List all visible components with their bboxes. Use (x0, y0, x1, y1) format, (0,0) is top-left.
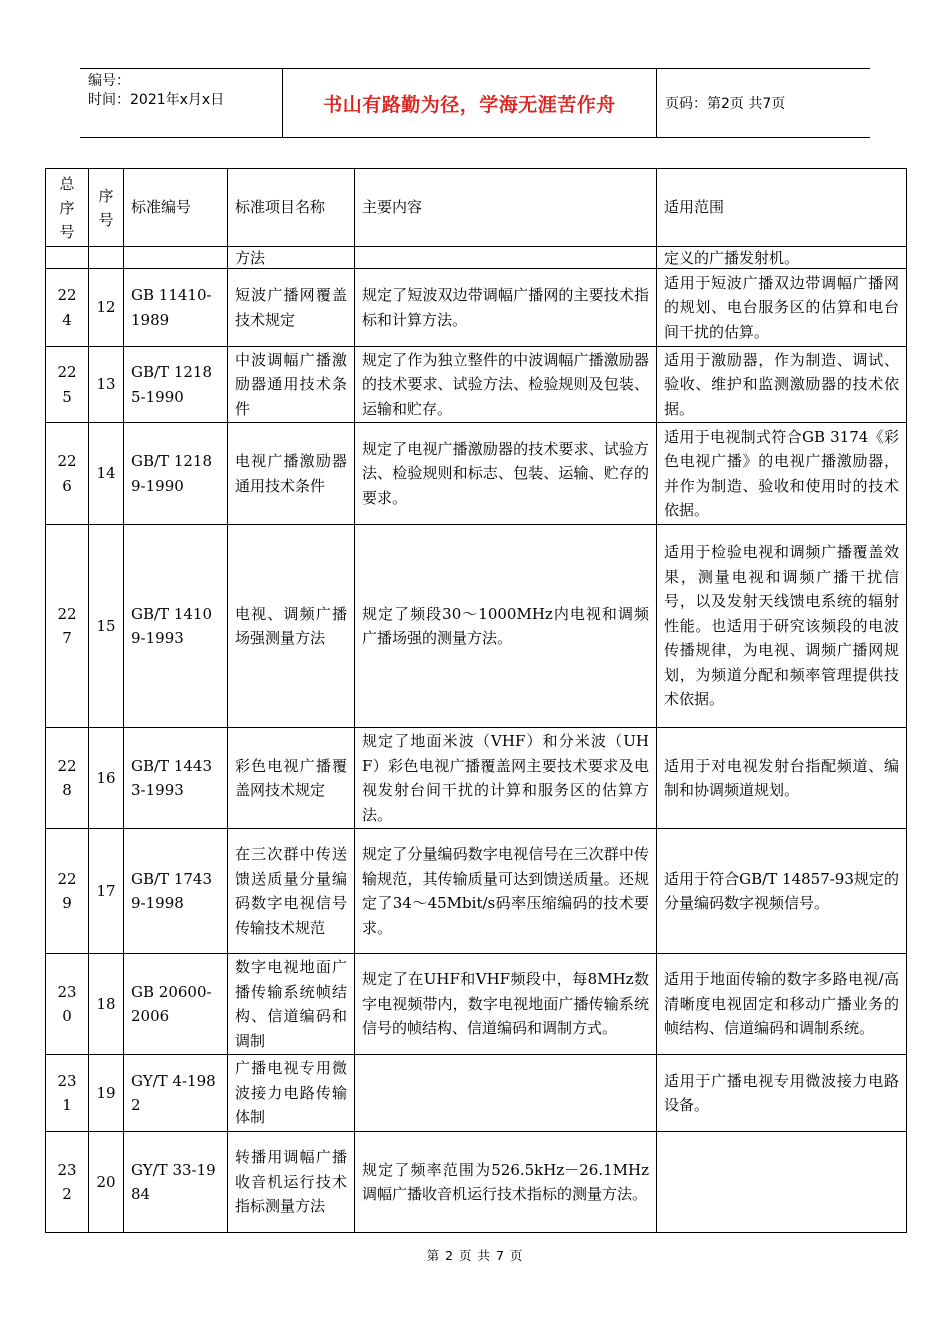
cell-main-content (355, 1055, 657, 1132)
cell-main-content: 规定了在UHF和VHF频段中，每8MHz数字电视频带内，数字电视地面广播传输系统信号的帧结构、信道编码和调制方式。 (355, 954, 657, 1055)
cell-scope: 适用于检验电视和调频广播覆盖效果，测量电视和调频广播干扰信号，以及发射天线馈电系统的辐射性能。也适用于研究该频段的电波传播规律，为电视、调频广播网规划，为频道分配和频率管理提供技术依据。 (657, 525, 907, 728)
cell-seq-no: 20 (89, 1132, 124, 1233)
cell-scope: 定义的广播发射机。 (657, 247, 907, 269)
cell-seq-no: 13 (89, 347, 124, 423)
cell-standard-code: GB/T 12189-1990 (124, 423, 228, 525)
cell-main-content: 规定了短波双边带调幅广播网的主要技术指标和计算方法。 (355, 269, 657, 347)
cell-seq-no: 15 (89, 525, 124, 728)
cell-total-no (46, 247, 89, 269)
cell-total-no: 231 (46, 1055, 89, 1132)
cell-standard-name: 短波广播网覆盖技术规定 (228, 269, 355, 347)
cell-main-content: 规定了频段30～1000MHz内电视和调频广播场强的测量方法。 (355, 525, 657, 728)
cell-standard-name: 数字电视地面广播传输系统帧结构、信道编码和调制 (228, 954, 355, 1055)
cell-standard-code: GY/T 33-1984 (124, 1132, 228, 1233)
cell-standard-code (124, 247, 228, 269)
cell-total-no: 227 (46, 525, 89, 728)
cell-seq-no: 12 (89, 269, 124, 347)
standards-table (45, 168, 907, 1233)
header-meta (80, 69, 282, 137)
cell-scope: 适用于广播电视专用微波接力电路设备。 (657, 1055, 907, 1132)
col-header-seq: 序 号 (89, 169, 124, 247)
cell-standard-name: 电视、调频广播场强测量方法 (228, 525, 355, 728)
cell-standard-code: GB/T 12185-1990 (124, 347, 228, 423)
cell-standard-name: 方法 (228, 247, 355, 269)
cell-scope (657, 1132, 907, 1233)
page-header (80, 68, 870, 138)
table-row (46, 728, 907, 829)
cell-standard-code: GB 20600-2006 (124, 954, 228, 1055)
cell-main-content: 规定了电视广播激励器的技术要求、试验方法、检验规则和标志、包装、运输、贮存的要求。 (355, 423, 657, 525)
cell-total-no: 228 (46, 728, 89, 829)
table-row (46, 525, 907, 728)
cell-seq-no: 19 (89, 1055, 124, 1132)
cell-main-content: 规定了频率范围为526.5kHz－26.1MHz调幅广播收音机运行技术指标的测量方法。 (355, 1132, 657, 1233)
cell-standard-code: GB/T 14109-1993 (124, 525, 228, 728)
cell-seq-no: 14 (89, 423, 124, 525)
cell-scope: 适用于短波广播双边带调幅广播网的规划、电台服务区的估算和电台间干扰的估算。 (657, 269, 907, 347)
header-page-label: 页码：第2页 共7页 (665, 96, 786, 112)
header-motto: 书山有路勤为径，学海无涯苦作舟 (282, 69, 657, 137)
header-code-label: 编号： (88, 73, 130, 89)
cell-main-content (355, 247, 657, 269)
table-row (46, 347, 907, 423)
cell-seq-no: 17 (89, 829, 124, 954)
cell-standard-name: 转播用调幅广播收音机运行技术指标测量方法 (228, 1132, 355, 1233)
cell-scope: 适用于地面传输的数字多路电视/高清晰度电视固定和移动广播业务的帧结构、信道编码和调制系统。 (657, 954, 907, 1055)
col-header-name: 标准项目名称 (228, 169, 355, 247)
cell-scope: 适用于激励器，作为制造、调试、验收、维护和监测激励器的技术依据。 (657, 347, 907, 423)
table-row (46, 1055, 907, 1132)
cell-standard-name: 广播电视专用微波接力电路传输体制 (228, 1055, 355, 1132)
cell-scope: 适用于电视制式符合GB 3174《彩色电视广播》的电视广播激励器，并作为制造、验收和使用时的技术依据。 (657, 423, 907, 525)
cell-seq-no: 18 (89, 954, 124, 1055)
col-header-code: 标准编号 (124, 169, 228, 247)
col-header-scope: 适用范围 (657, 169, 907, 247)
table-row (46, 1132, 907, 1233)
cell-total-no: 224 (46, 269, 89, 347)
cell-total-no: 229 (46, 829, 89, 954)
cell-total-no: 232 (46, 1132, 89, 1233)
cell-standard-name: 中波调幅广播激励器通用技术条件 (228, 347, 355, 423)
cell-total-no: 225 (46, 347, 89, 423)
cell-total-no: 230 (46, 954, 89, 1055)
cell-seq-no: 16 (89, 728, 124, 829)
col-header-total: 总 序 号 (46, 169, 89, 247)
cell-scope: 适用于符合GB/T 14857-93规定的分量编码数字视频信号。 (657, 829, 907, 954)
table-row (46, 954, 907, 1055)
cell-main-content: 规定了作为独立整件的中波调幅广播激励器的技术要求、试验方法、检验规则及包装、运输和贮存。 (355, 347, 657, 423)
cell-standard-code: GB 11410-1989 (124, 269, 228, 347)
page-footer: 第 2 页 共 7 页 (426, 1248, 524, 1263)
header-time-label: 时间：2021年x月x日 (88, 92, 225, 108)
table-row (46, 829, 907, 954)
cell-standard-code: GB/T 14433-1993 (124, 728, 228, 829)
col-header-content: 主要内容 (355, 169, 657, 247)
cell-main-content: 规定了地面米波（VHF）和分米波（UHF）彩色电视广播覆盖网主要技术要求及电视发射台间干扰的计算和服务区的估算方法。 (355, 728, 657, 829)
table-row (46, 423, 907, 525)
table-header-row (46, 169, 907, 247)
table-row (46, 247, 907, 269)
standards-table-body (46, 169, 907, 1233)
cell-standard-name: 在三次群中传送馈送质量分量编码数字电视信号传输技术规范 (228, 829, 355, 954)
cell-scope: 适用于对电视发射台指配频道、编制和协调频道规划。 (657, 728, 907, 829)
cell-standard-code: GY/T 4-1982 (124, 1055, 228, 1132)
cell-total-no: 226 (46, 423, 89, 525)
cell-standard-code: GB/T 17439-1998 (124, 829, 228, 954)
cell-standard-name: 彩色电视广播覆盖网技术规定 (228, 728, 355, 829)
table-row (46, 269, 907, 347)
cell-main-content: 规定了分量编码数字电视信号在三次群中传输规范，其传输质量可达到馈送质量。还规定了34～45Mbit/s码率压缩编码的技术要求。 (355, 829, 657, 954)
cell-seq-no (89, 247, 124, 269)
cell-standard-name: 电视广播激励器通用技术条件 (228, 423, 355, 525)
